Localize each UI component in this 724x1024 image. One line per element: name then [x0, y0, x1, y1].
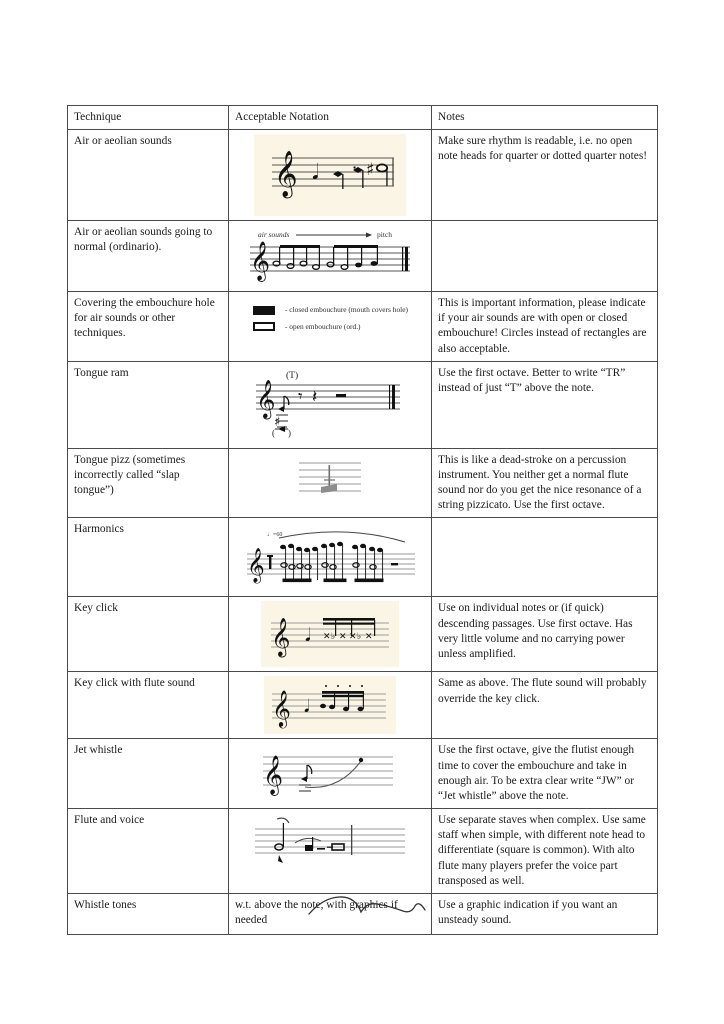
svg-text:♭: ♭ [331, 632, 336, 643]
svg-text:𝄞: 𝄞 [271, 617, 291, 657]
notation-wrap [235, 453, 425, 507]
score-jet-whistle [257, 743, 403, 801]
svg-text:𝄞: 𝄞 [247, 548, 265, 584]
table-row [68, 809, 658, 894]
legend-label-closed: - closed embouchure (mouth covers hole) [285, 305, 408, 315]
table-row [68, 130, 658, 221]
filled-rectangle-icon [253, 306, 275, 315]
notes-text: Use separate staves when complex. Use same staff when simple, with different note head to differentiate (square is common). With alto flute many players prefer the voice part transposed as well. [432, 809, 658, 894]
svg-text:✕: ✕ [323, 632, 331, 643]
score-key-click-with-flute-sound [264, 676, 396, 734]
notes-text: Use the first octave, give the flutist enough time to cover the embouchure and take in enough air. To be extra clear write “JW” or “Jet whistle” above the note. [432, 739, 658, 809]
score-key-click [261, 601, 399, 667]
svg-text:𝄞: 𝄞 [256, 378, 276, 418]
notes-text: Make sure rhythm is readable, i.e. no open note heads for quarter or dotted quarter notes! [432, 130, 658, 221]
notation-cell [229, 221, 432, 292]
technique-label: Tongue ram [68, 361, 229, 448]
svg-text:(: ( [272, 427, 275, 438]
notation-wrap [235, 601, 425, 667]
table-row [68, 672, 658, 739]
table-body [68, 130, 658, 935]
notation-cell [229, 893, 432, 934]
notes-text: This is important information, please indicate if your air sounds are with open or closed embouchure! Circles instead of rectangles are also acceptable. [432, 292, 658, 362]
svg-text:✕: ✕ [349, 632, 357, 643]
notation-cell [229, 739, 432, 809]
whistle-tone-notation [235, 898, 425, 930]
table-row [68, 739, 658, 809]
notation-cell [229, 448, 432, 518]
svg-text:♭: ♭ [357, 632, 362, 643]
notation-cell [229, 597, 432, 672]
technique-label: Tongue pizz (sometimes incorrectly called “slap tongue”) [68, 448, 229, 518]
notation-cell [229, 292, 432, 362]
svg-text:𝄞: 𝄞 [250, 241, 271, 282]
technique-label: Jet whistle [68, 739, 229, 809]
notation-cell [229, 518, 432, 597]
technique-label: Air or aeolian sounds going to normal (ordinario). [68, 221, 229, 292]
svg-text:𝄞: 𝄞 [263, 755, 284, 796]
notes-text: Use a graphic indication if you want an unsteady sound. [432, 893, 658, 934]
column-header-technique: Technique [68, 106, 229, 130]
svg-text:✕: ✕ [339, 632, 347, 643]
table-row [68, 221, 658, 292]
notes-text: Use the first octave. Better to write “TR” instead of just “T” above the note. [432, 361, 658, 448]
svg-text:𝄞: 𝄞 [274, 151, 298, 198]
whistle-tone-text: w.t. above the note, with graphics if needed [235, 898, 398, 926]
notes-text: Use on individual notes or (if quick) descending passages. Use first octave. Has very little volume and no carrying power unless amplified. [432, 597, 658, 672]
notes-text [432, 221, 658, 292]
table-row [68, 448, 658, 518]
legend-item-open-embouchure [253, 322, 425, 332]
technique-label: Harmonics [68, 518, 229, 597]
table-header [68, 106, 658, 130]
notation-cell [229, 130, 432, 221]
technique-label: Air or aeolian sounds [68, 130, 229, 221]
notes-text: Same as above. The flute sound will probably override the key click. [432, 672, 658, 739]
notation-wrap [235, 225, 425, 287]
notes-text [432, 518, 658, 597]
open-rectangle-icon [253, 322, 275, 331]
table-row [68, 597, 658, 672]
table-row [68, 292, 658, 362]
notation-wrap [235, 743, 425, 801]
svg-text:♩=60: ♩=60 [267, 532, 283, 539]
score-annotation-pitch: pitch [377, 230, 392, 240]
svg-text:𝄾: 𝄾 [298, 386, 303, 407]
embouchure-legend [235, 296, 425, 345]
score-flute-and-voice [247, 813, 413, 879]
svg-text:✕: ✕ [365, 632, 373, 643]
legend-item-closed-embouchure [253, 305, 425, 315]
score-tongue-pizz [285, 453, 375, 507]
techniques-table [67, 105, 658, 935]
notation-wrap [235, 813, 425, 879]
svg-text:𝄽: 𝄽 [312, 386, 318, 407]
notation-wrap [235, 134, 425, 216]
svg-text:𝅘𝅥: 𝅘𝅥 [305, 625, 311, 647]
svg-text:𝅘𝅥: 𝅘𝅥 [312, 160, 319, 185]
table-row [68, 893, 658, 934]
column-header-notation: Acceptable Notation [229, 106, 432, 130]
notation-cell [229, 361, 432, 448]
svg-text:𝅘𝅥: 𝅘𝅥 [304, 697, 310, 718]
notation-wrap [235, 522, 425, 592]
score-annotation-air-sounds: air sounds [258, 230, 290, 240]
svg-text:♯: ♯ [366, 160, 375, 181]
table-header-row [68, 106, 658, 130]
score-harmonics [239, 522, 421, 592]
legend-label-open: - open embouchure (ord.) [285, 322, 361, 331]
technique-label: Key click with flute sound [68, 672, 229, 739]
score-tongue-ram [250, 366, 410, 444]
score-annotation-T: (T) [286, 370, 299, 381]
svg-text:𝄞: 𝄞 [272, 689, 291, 728]
notes-text: This is like a dead-stroke on a percussion instrument. You neither get a normal flute sound nor do you get the nice resonance of a string pizzicato. Use the first octave. [432, 448, 658, 518]
score-air-to-pitch [244, 225, 416, 287]
notation-cell [229, 809, 432, 894]
svg-text:): ) [288, 427, 291, 438]
notation-wrap [235, 676, 425, 734]
technique-label: Whistle tones [68, 893, 229, 934]
notation-wrap [235, 366, 425, 444]
technique-label: Covering the embouchure hole for air sounds or other techniques. [68, 292, 229, 362]
svg-text:♯: ♯ [274, 414, 281, 430]
technique-label: Key click [68, 597, 229, 672]
table-row [68, 361, 658, 448]
notation-cell [229, 672, 432, 739]
table-row [68, 518, 658, 597]
technique-label: Flute and voice [68, 809, 229, 894]
score-air-aeolian-sounds [254, 134, 406, 216]
column-header-notes: Notes [432, 106, 658, 130]
wavy-line-graphic [307, 892, 427, 920]
